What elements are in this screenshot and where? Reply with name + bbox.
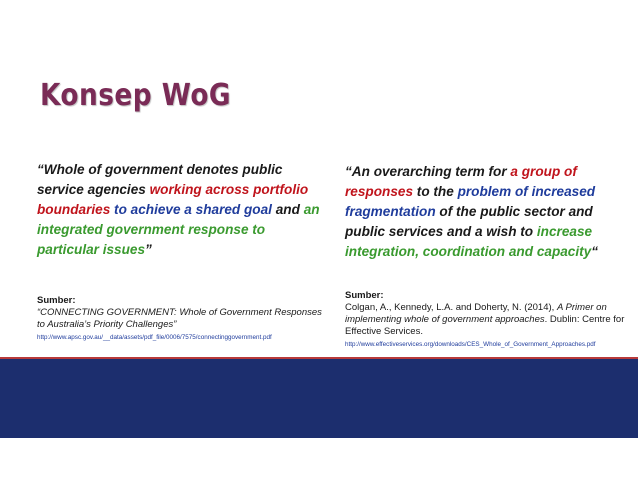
right-source-authors: Colgan, A., Kennedy, L.A. and Doherty, N. (2014),	[345, 302, 557, 313]
footer-band	[0, 357, 638, 438]
right-source	[345, 290, 625, 350]
left-source-url[interactable]: http://www.apsc.gov.au/__data/assets/pdf_file/0006/7575/connectinggovernment.pdf	[37, 334, 272, 341]
left-quote-red: working across portfolio boundaries	[37, 182, 309, 217]
right-source-title: A Primer on implementing whole of government approaches	[345, 302, 607, 325]
left-quote-blue: to achieve a shared goal	[114, 202, 272, 217]
left-quote	[37, 160, 322, 260]
left-quote-close: ”	[145, 242, 152, 257]
left-source-text: “CONNECTING GOVERNMENT: Whole of Government Responses to Australia’s Priority Challenges”	[37, 307, 322, 330]
left-quote-mid2: and	[271, 202, 304, 217]
right-quote-mid1: to the	[413, 184, 458, 199]
right-quote	[345, 162, 615, 262]
right-quote-blue: problem of increased fragmentation	[345, 184, 596, 219]
right-quote-red: a group of responses	[345, 164, 577, 199]
right-quote-green: increase integration, coordination and capacity	[345, 224, 593, 259]
right-quote-mid2: of the public sector and public services and a wish to	[345, 204, 593, 239]
right-quote-open: “An overarching term for	[345, 164, 511, 179]
right-source-url[interactable]: http://www.effectiveservices.org/downloads/CES_Whole_of_Government_Approaches.pdf	[345, 341, 596, 348]
right-source-pub: . Dublin: Centre for Effective Services.	[345, 314, 625, 337]
slide-title: Konsep WoG	[40, 78, 232, 113]
left-source	[37, 295, 327, 343]
right-source-label: Sumber:	[345, 290, 384, 301]
left-source-label: Sumber:	[37, 295, 76, 306]
left-quote-open: “Whole of government denotes public service agencies	[37, 162, 283, 197]
left-quote-green: an integrated government response to particular issues	[37, 202, 320, 257]
right-quote-close: “	[591, 244, 599, 259]
